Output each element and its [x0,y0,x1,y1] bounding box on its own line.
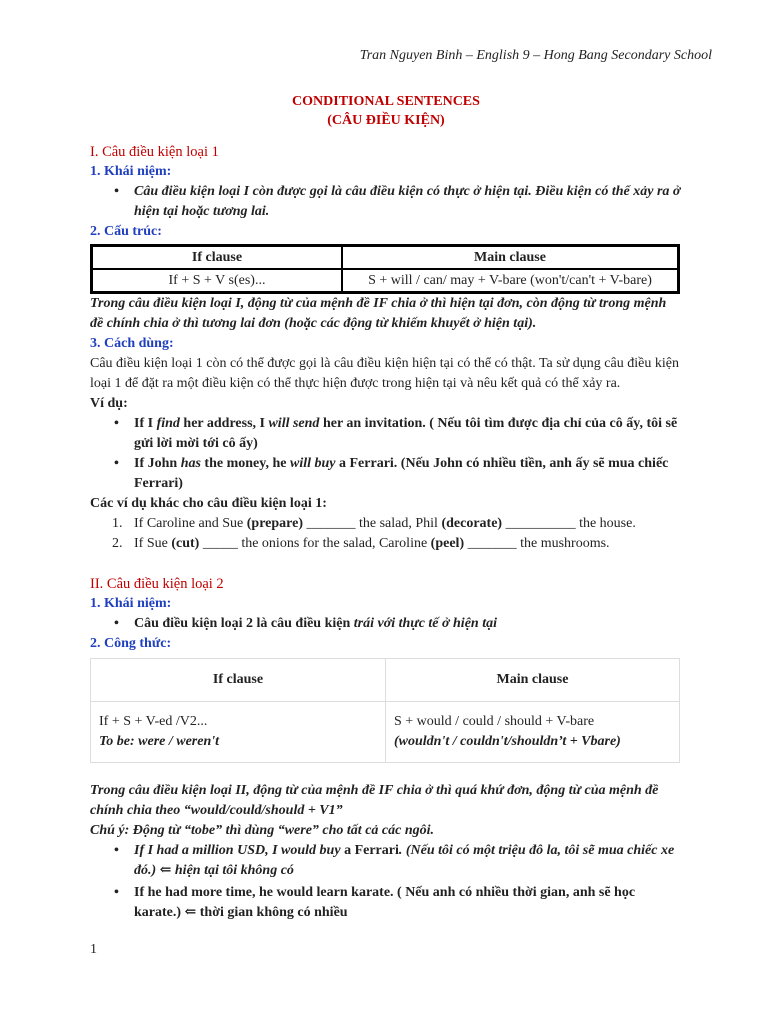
s2-formula-heading: 2. Công thức: [90,636,172,651]
s2-def-text-b: trái với thực tế ở hiện tại [353,616,497,631]
ex-verb: had [165,885,188,900]
document-title: CONDITIONAL SENTENCES [292,94,480,109]
page-header: Tran Nguyen Binh – English 9 – Hong Bang Secondary School [359,48,712,63]
s1-table-cell-main: S + will / can/ may + V-bare (won't/can't + V-bare) [342,269,678,292]
list-item [112,514,682,534]
s2-if-tobe: To be: were / weren't [99,734,220,749]
s1-exercise-list [90,514,682,554]
s1-table-header-if: If clause [92,246,342,269]
s1-note: Trong câu điều kiện loại I, động từ của mệnh đề IF chia ở thì hiện tại đơn, còn động từ trong mệnh đề chính chia ở thì tương lai đơn (hoặc các động từ khiếm khuyết ở hiện tại). [90,296,667,331]
s1-structure-table [90,244,680,294]
document-subtitle: (CÂU ĐIỀU KIỆN) [327,113,445,128]
s2-formula-table [90,658,680,763]
s1-usage-heading: 3. Cách dùng: [90,336,174,351]
item-number: 1. [112,516,123,531]
s2-table-header-main: Main clause [386,659,680,702]
ex-text: the money, he [200,456,290,471]
ex-verb: has [180,456,201,471]
s1-def-text-c: . Điều kiện có thể xảy ra ở hiện tại hoặc tương lai. [134,184,681,219]
s1-table-cell-if: If + S + V s(es)... [92,269,342,292]
ex-verb: (cut) [171,536,200,551]
list-item [134,841,682,881]
s1-other-examples-heading: Các ví dụ khác cho câu điều kiện loại 1: [90,496,327,511]
content [90,92,682,923]
s2-example-list [90,841,682,923]
ex-verb: (peel) [430,536,465,551]
ex-text: If John [134,456,181,471]
s2-definition-heading: 1. Khái niệm: [90,596,172,611]
ex-text: If I [134,416,157,431]
s2-table-header-if: If clause [91,659,386,702]
ex-text: a Ferrari [344,843,399,858]
ex-text: her address, I [179,416,269,431]
s2-main-formula: S + would / could / should + V-bare [394,714,595,729]
s2-definition-item [134,614,682,634]
s2-note: Trong câu điều kiện loại II, động từ của mệnh đề IF chia ở thì quá khứ đơn, động từ của mệnh đề chính chia theo “would/could/should + V1” [90,783,659,818]
s2-caution: Chú ý: Động từ “tobe” thì dùng “were” cho tất cả các ngôi. [90,823,435,838]
ex-text: _____ the onions for the salad, Caroline [199,536,431,551]
list-item [134,414,682,454]
item-number: 2. [112,536,123,551]
ex-text: her an invitation. ( Nếu tôi tìm được địa chỉ của cô ấy, tôi sẽ gửi lời mời tới cô ấy) [134,416,678,451]
s1-table-header-main: Main clause [342,246,678,269]
s1-def-text-b: có thực ở hiện tại [426,184,529,199]
ex-verb: would learn [276,885,348,900]
s1-def-text-a: Câu điều kiện loại I còn được gọi là câu điều kiện [134,184,427,199]
ex-text: a Ferrari. (Nếu John có nhiều tiền, anh ấy sẽ mua chiếc Ferrari) [134,456,669,491]
list-item [134,883,682,923]
ex-text: __________ the house. [502,516,636,531]
s1-structure-heading: 2. Cấu trúc: [90,224,162,239]
s2-def-text-a: Câu điều kiện loại 2 là câu điều kiện [134,616,354,631]
s1-definition-list [90,182,682,222]
ex-text: If he [134,885,166,900]
ex-verb: will send [268,416,320,431]
ex-text: If Sue [134,536,172,551]
ex-text: If Caroline and Sue [134,516,247,531]
ex-text: more time, he [187,885,277,900]
list-item [112,534,682,554]
s2-table-cell-if [91,702,386,763]
s1-example-heading: Ví dụ: [90,396,128,411]
ex-text: karate. ( Nếu anh có nhiều thời gian, anh sẽ học karate.) ⇐ thời gian không có nhiều [134,885,636,920]
s2-table-cell-main [386,702,680,763]
s2-definition-list [90,614,682,634]
page-number: 1 [90,942,97,957]
s1-usage-text: Câu điều kiện loại 1 còn có thể được gọi là câu điều kiện hiện tại có thể có thật. Ta sử dụng câu điều kiện loại 1 để đặt ra một điều kiện có thể thực hiện được trong hiện tại và nêu kết quả có thể xảy ra. [90,356,679,391]
section-1-heading: I. Câu điều kiện loại 1 [90,144,219,160]
ex-verb: (decorate) [441,516,503,531]
list-item [134,454,682,494]
ex-text: If I had a million USD, I would buy [134,843,345,858]
s2-if-formula: If + S + V-ed /V2... [99,714,208,729]
ex-text: . (Nếu tôi có một triệu đô la, tôi sẽ mua chiếc xe đó.) ⇐ hiện tại tôi không có [134,843,675,878]
ex-verb: will buy [289,456,336,471]
ex-text: _______ the salad, Phil [303,516,442,531]
section-2-heading: II. Câu điều kiện loại 2 [90,576,224,592]
s1-definition-item [134,182,682,222]
s1-example-list [90,414,682,494]
s2-main-negative: (wouldn't / couldn't/shouldn’t + Vbare) [394,734,621,749]
ex-verb: find [156,416,180,431]
ex-verb: (prepare) [246,516,303,531]
s1-definition-heading: 1. Khái niệm: [90,164,172,179]
ex-text: _______ the mushrooms. [464,536,610,551]
